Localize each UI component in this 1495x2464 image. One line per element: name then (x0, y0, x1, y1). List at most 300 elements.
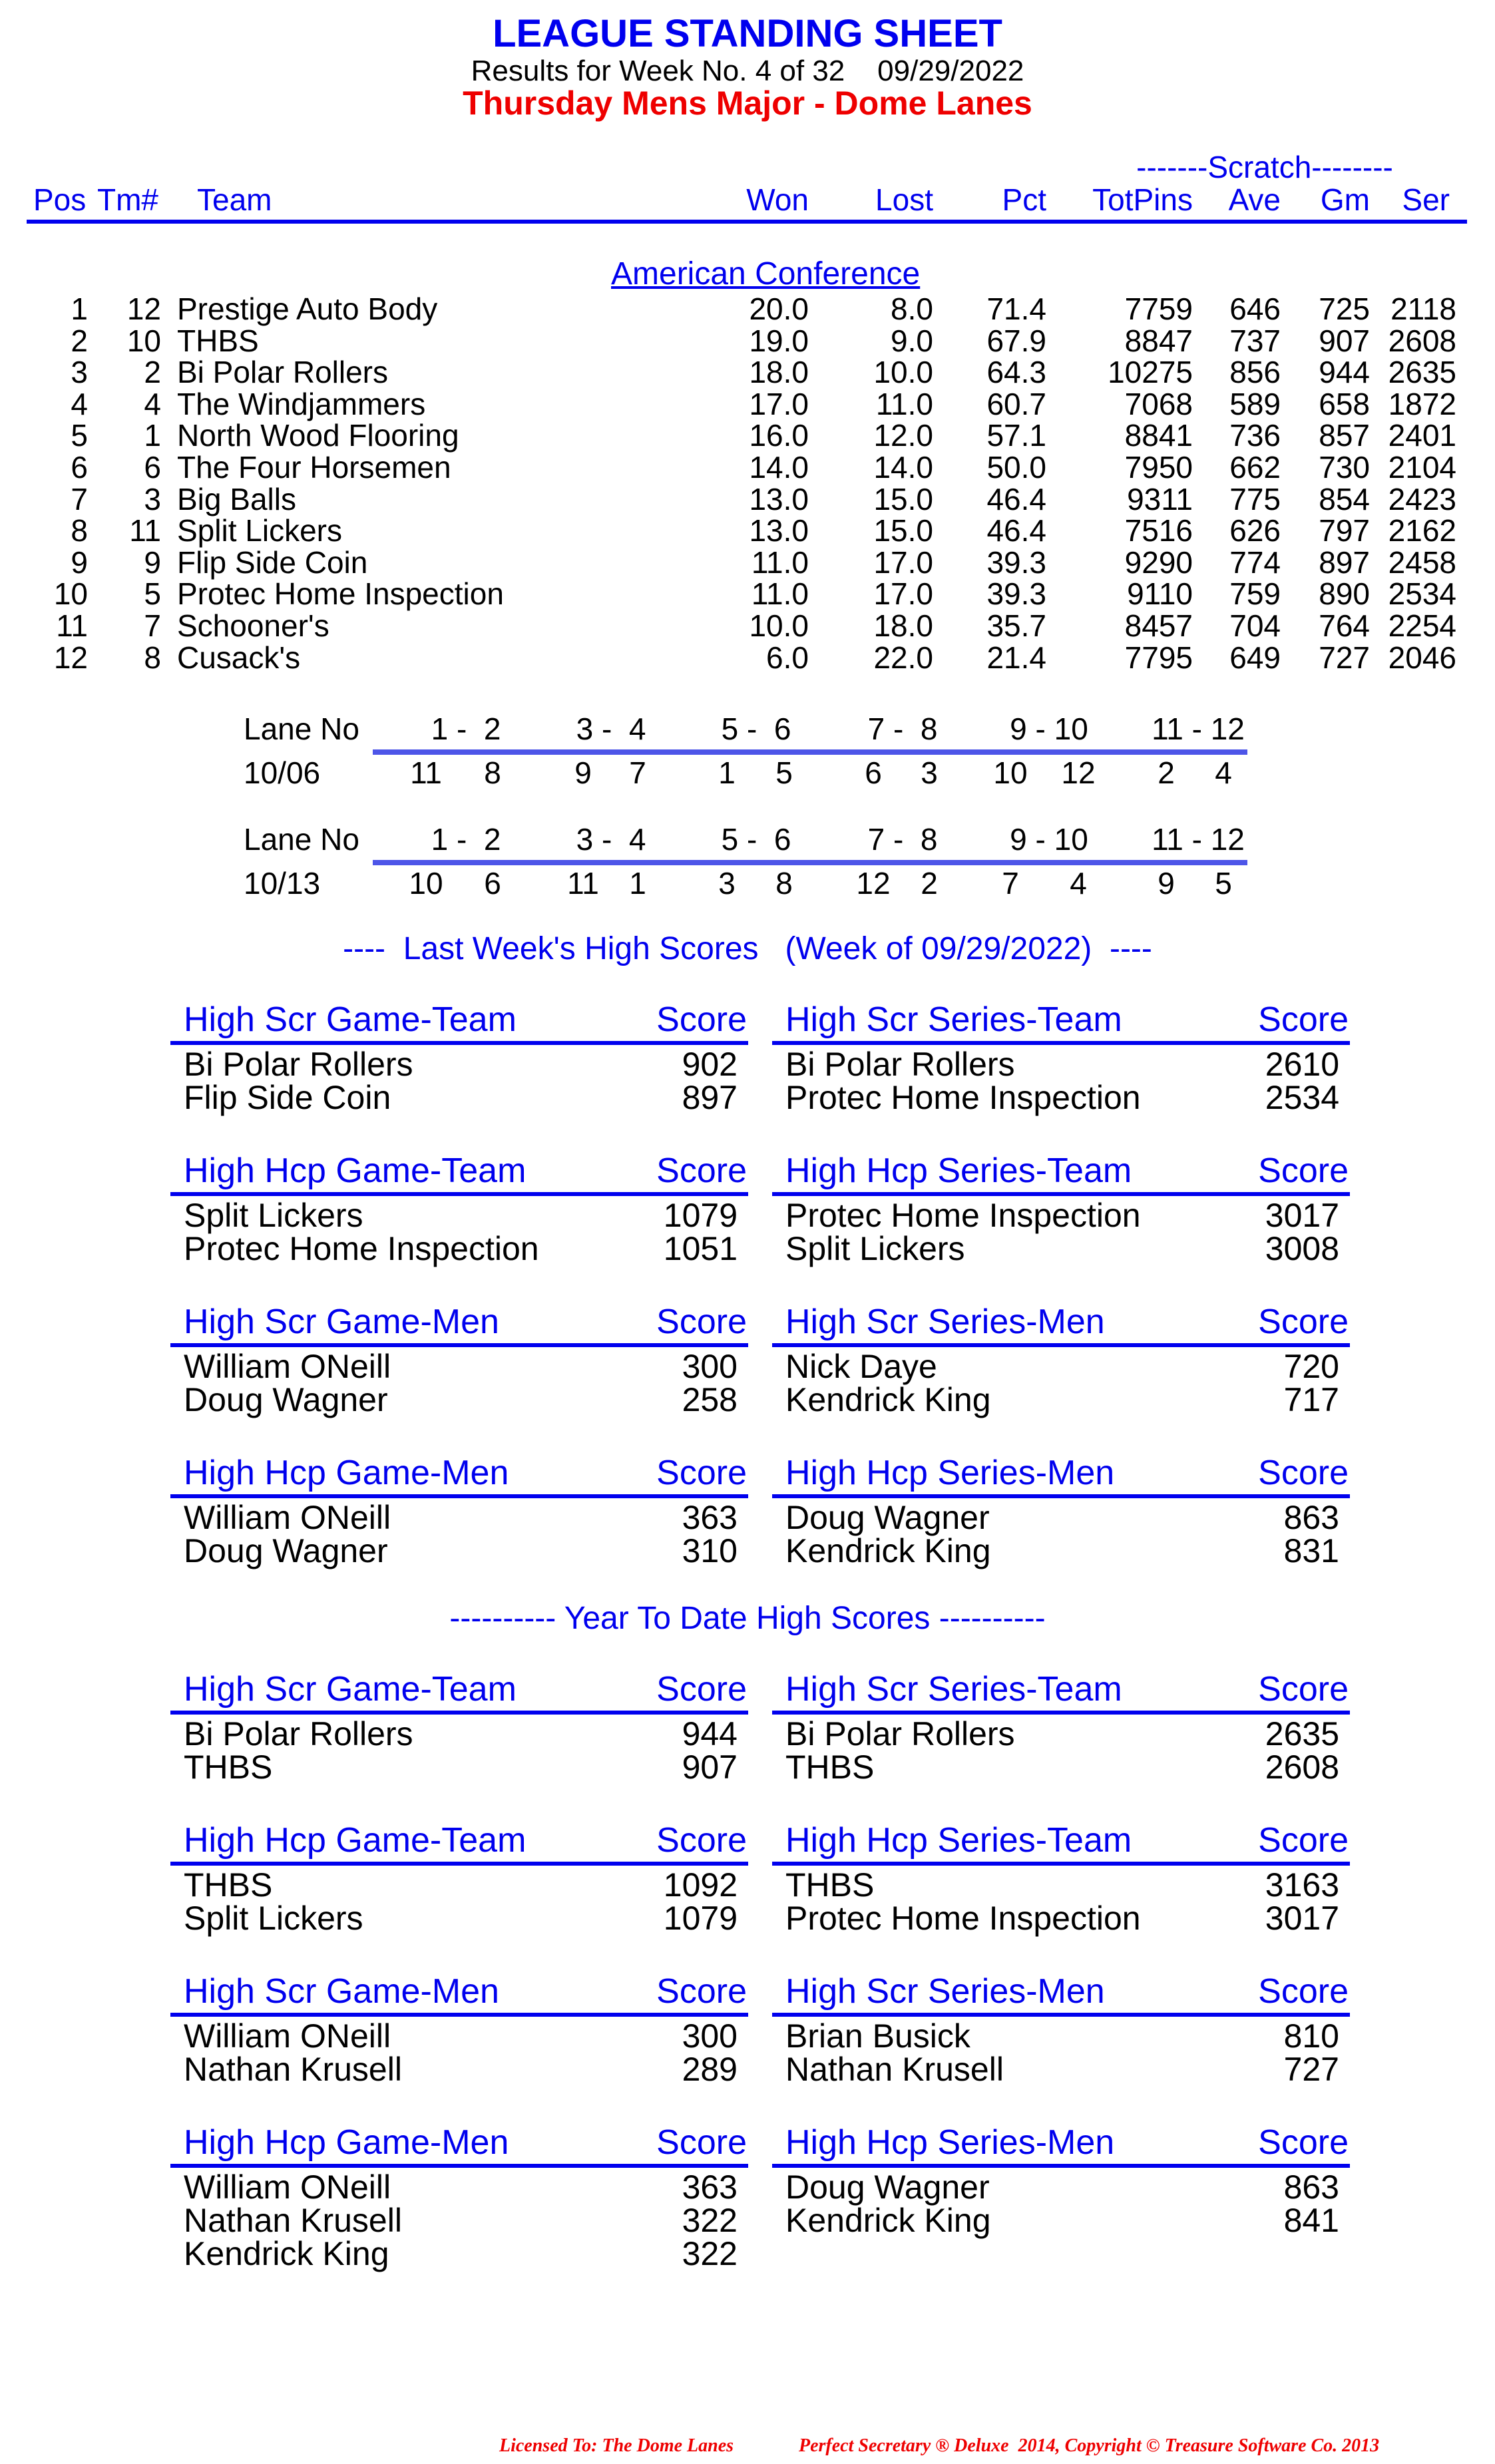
cell-pct: 50.0 (986, 450, 1046, 485)
lane-team-number: 5 (1215, 866, 1232, 901)
list-item (772, 1383, 1350, 1416)
lane-block (0, 822, 1495, 901)
score-value: 863 (1283, 1499, 1339, 1536)
bowler-name: Split Lickers (785, 1230, 965, 1267)
list-item (772, 1534, 1350, 1567)
cell-pct: 39.3 (986, 544, 1046, 580)
score-value: 1051 (663, 1230, 738, 1267)
score-column-label: Score (1258, 1972, 1349, 2011)
table-row (0, 325, 1495, 357)
cell-totpins: 8457 (1124, 608, 1193, 643)
cell-tm: 9 (144, 544, 161, 580)
high-score-box-header (772, 1000, 1350, 1040)
cell-pos: 2 (71, 323, 88, 358)
high-score-rule (772, 1192, 1350, 1196)
scratch-label: -------Scratch-------- (1136, 150, 1393, 184)
lane-pair: 11 - 12 (1152, 712, 1245, 746)
table-row (0, 293, 1495, 325)
last-week-heading: ---- Last Week's High Scores (Week of 09/29/2022) ---- (343, 931, 1152, 966)
cell-gm: 727 (1319, 640, 1370, 675)
high-score-category: High Hcp Series-Team (785, 1151, 1132, 1190)
high-score-box-header (170, 1669, 748, 1709)
cell-team: Prestige Auto Body (177, 292, 438, 326)
cell-gm: 857 (1319, 418, 1370, 453)
high-score-category: High Hcp Game-Team (184, 1151, 527, 1190)
list-item (170, 1350, 748, 1383)
table-row (0, 483, 1495, 515)
list-item (170, 1902, 748, 1935)
list-item (772, 1199, 1350, 1232)
score-column-label: Score (656, 1151, 747, 1190)
cell-ave: 759 (1229, 576, 1281, 612)
ytd-heading: ---------- Year To Date High Scores ---------- (449, 1601, 1046, 1636)
cell-won: 11.0 (751, 544, 809, 580)
cell-pct: 46.4 (986, 481, 1046, 516)
score-value: 3017 (1265, 1197, 1339, 1234)
cell-gm: 797 (1319, 513, 1370, 548)
score-column-label: Score (1258, 1670, 1349, 1709)
lane-team-number: 7 (1002, 866, 1019, 901)
high-score-rule (772, 1041, 1350, 1045)
lane-date: 10/13 (244, 866, 321, 901)
high-score-category: High Hcp Game-Team (184, 1821, 527, 1860)
cell-lost: 22.0 (873, 640, 933, 675)
score-value: 310 (682, 1532, 738, 1569)
cell-gm: 907 (1319, 323, 1370, 358)
score-value: 2610 (1265, 1046, 1339, 1083)
high-score-box-header (772, 1302, 1350, 1342)
high-score-rule (170, 1192, 748, 1196)
lane-date: 10/06 (244, 755, 321, 790)
col-gm: Gm (1320, 182, 1370, 217)
lane-team-number: 7 (629, 755, 646, 790)
score-value: 322 (682, 2202, 738, 2239)
score-column-label: Score (1258, 1454, 1349, 1492)
high-score-box (772, 1453, 1350, 1569)
lane-team-number: 10 (993, 755, 1028, 790)
cell-pct: 67.9 (986, 323, 1046, 358)
table-row (0, 419, 1495, 451)
score-column-label: Score (1258, 1303, 1349, 1341)
cell-tm: 8 (144, 640, 161, 675)
high-score-category: High Hcp Game-Men (184, 2123, 509, 2162)
cell-ave: 626 (1229, 513, 1281, 548)
cell-team: North Wood Flooring (177, 418, 459, 453)
high-score-box (772, 1000, 1350, 1116)
score-column-label: Score (656, 1821, 747, 1860)
cell-tm: 2 (144, 355, 161, 390)
table-row (0, 642, 1495, 674)
cell-ave: 662 (1229, 450, 1281, 485)
list-item (772, 1350, 1350, 1383)
table-row (0, 356, 1495, 388)
cell-tm: 11 (129, 513, 161, 548)
score-value: 363 (682, 2168, 738, 2206)
cell-tm: 1 (144, 418, 161, 453)
lane-team-number: 8 (775, 866, 793, 901)
cell-team: The Four Horsemen (177, 450, 451, 485)
bowler-name: THBS (785, 1866, 875, 1904)
col-won: Won (746, 182, 809, 217)
table-row (0, 578, 1495, 610)
list-item (170, 1717, 748, 1750)
lane-team-number: 6 (865, 755, 882, 790)
list-item (772, 2170, 1350, 2204)
lane-team-number: 10 (409, 866, 443, 901)
high-score-box (170, 1453, 748, 1569)
cell-won: 13.0 (749, 481, 809, 516)
high-score-box-header (170, 2123, 748, 2162)
cell-pos: 8 (71, 513, 88, 548)
cell-pos: 4 (71, 386, 88, 421)
cell-tm: 10 (126, 323, 161, 358)
high-score-box (170, 1820, 748, 1937)
cell-tm: 3 (144, 481, 161, 516)
list-item (772, 1081, 1350, 1114)
lane-pair: 11 - 12 (1152, 822, 1245, 857)
cell-totpins: 9311 (1127, 481, 1193, 516)
cell-tm: 7 (144, 608, 161, 643)
cell-team: Cusack's (177, 640, 301, 675)
lane-pair: 1 - 2 (431, 712, 501, 746)
bowler-name: Bi Polar Rollers (785, 1046, 1015, 1083)
cell-lost: 17.0 (873, 576, 933, 612)
table-row (0, 546, 1495, 578)
high-score-category: High Hcp Series-Team (785, 1821, 1132, 1860)
cell-totpins: 9110 (1127, 576, 1193, 612)
lane-team-number: 2 (921, 866, 938, 901)
footer-licensed: Licensed To: The Dome Lanes (499, 2435, 734, 2456)
bowler-name: Protec Home Inspection (785, 1079, 1141, 1116)
cell-lost: 18.0 (873, 608, 933, 643)
cell-ave: 736 (1229, 418, 1281, 453)
cell-pct: 57.1 (986, 418, 1046, 453)
high-score-box (170, 1302, 748, 1418)
cell-gm: 854 (1319, 481, 1370, 516)
cell-ser: 2401 (1388, 418, 1456, 453)
cell-won: 11.0 (751, 576, 809, 612)
cell-pct: 35.7 (986, 608, 1046, 643)
table-row (0, 514, 1495, 546)
high-score-rule (170, 2013, 748, 2017)
score-value: 3163 (1265, 1866, 1339, 1904)
high-score-category: High Scr Game-Team (184, 1000, 517, 1039)
score-value: 300 (682, 1348, 738, 1385)
lane-pair: 7 - 8 (867, 822, 938, 857)
list-item (772, 1048, 1350, 1081)
high-score-category: High Hcp Series-Men (785, 2123, 1115, 2162)
high-score-box-header (772, 1453, 1350, 1493)
lane-pair: 1 - 2 (431, 822, 501, 857)
list-item (772, 1501, 1350, 1534)
bowler-name: Bi Polar Rollers (184, 1715, 413, 1752)
score-value: 322 (682, 2235, 738, 2272)
bowler-name: Flip Side Coin (184, 1079, 391, 1116)
cell-ave: 774 (1229, 544, 1281, 580)
col-ave: Ave (1228, 182, 1281, 217)
cell-gm: 944 (1319, 355, 1370, 390)
lane-team-number: 4 (1070, 866, 1087, 901)
score-column-label: Score (656, 1670, 747, 1709)
score-value: 3017 (1265, 1900, 1339, 1937)
cell-won: 18.0 (749, 355, 809, 390)
cell-won: 13.0 (749, 513, 809, 548)
sheet-title: LEAGUE STANDING SHEET (493, 12, 1002, 55)
high-score-box-header (170, 1151, 748, 1191)
lane-team-number: 8 (484, 755, 501, 790)
lane-team-number: 1 (629, 866, 646, 901)
list-item (772, 1717, 1350, 1750)
score-value: 902 (682, 1046, 738, 1083)
cell-totpins: 7795 (1124, 640, 1193, 675)
lane-team-number: 12 (1061, 755, 1096, 790)
high-score-box-header (772, 1820, 1350, 1860)
cell-gm: 730 (1319, 450, 1370, 485)
bowler-name: Kendrick King (785, 2202, 991, 2239)
lane-team-number: 3 (921, 755, 938, 790)
score-value: 727 (1283, 2051, 1339, 2088)
cell-pct: 64.3 (986, 355, 1046, 390)
league-name: Thursday Mens Major - Dome Lanes (463, 85, 1032, 122)
score-value: 258 (682, 1381, 738, 1418)
lane-team-number: 12 (856, 866, 891, 901)
score-column-label: Score (1258, 1151, 1349, 1190)
footer-software: Perfect Secretary ® Deluxe 2014, Copyright © Treasure Software Co. 2013 (799, 2435, 1380, 2456)
bowler-name: Nathan Krusell (184, 2202, 402, 2239)
lane-pair: 5 - 6 (721, 712, 791, 746)
cell-ser: 2118 (1390, 292, 1456, 326)
high-score-category: High Hcp Series-Men (785, 1454, 1115, 1492)
bowler-name: Bi Polar Rollers (785, 1715, 1015, 1752)
high-score-box-header (772, 2123, 1350, 2162)
cell-ave: 775 (1229, 481, 1281, 516)
table-row (0, 451, 1495, 483)
high-score-box-header (772, 1151, 1350, 1191)
lane-rule (373, 749, 1247, 755)
high-score-category: High Scr Game-Men (184, 1303, 499, 1341)
high-score-box-header (170, 1302, 748, 1342)
score-value: 2608 (1265, 1748, 1339, 1786)
cell-ser: 2635 (1388, 355, 1456, 390)
list-item (772, 2053, 1350, 2086)
high-score-rule (772, 1711, 1350, 1715)
high-score-rule (772, 2164, 1350, 2168)
score-value: 3008 (1265, 1230, 1339, 1267)
lane-pair: 9 - 10 (1010, 712, 1088, 746)
high-score-box (772, 1669, 1350, 1786)
bowler-name: William ONeill (184, 2168, 391, 2206)
high-score-category: High Hcp Game-Men (184, 1454, 509, 1492)
bowler-name: THBS (184, 1748, 273, 1786)
list-item (170, 2019, 748, 2053)
high-score-rule (772, 1343, 1350, 1347)
score-value: 944 (682, 1715, 738, 1752)
standings-header-rule (27, 220, 1467, 224)
score-column-label: Score (656, 1454, 747, 1492)
list-item (170, 1081, 748, 1114)
bowler-name: Doug Wagner (785, 1499, 990, 1536)
cell-won: 16.0 (749, 418, 809, 453)
cell-ser: 2046 (1388, 640, 1456, 675)
high-score-box-header (170, 1000, 748, 1040)
list-item (170, 1048, 748, 1081)
bowler-name: Protec Home Inspection (785, 1197, 1141, 1234)
cell-pct: 21.4 (986, 640, 1046, 675)
lane-team-number: 2 (1158, 755, 1175, 790)
cell-ave: 589 (1229, 386, 1281, 421)
score-value: 717 (1283, 1381, 1339, 1418)
cell-team: Split Lickers (177, 513, 342, 548)
results-line: Results for Week No. 4 of 32 09/29/2022 (471, 55, 1024, 87)
bowler-name: Kendrick King (184, 2235, 389, 2272)
cell-tm: 12 (126, 292, 161, 326)
cell-lost: 12.0 (873, 418, 933, 453)
bowler-name: THBS (785, 1748, 875, 1786)
cell-pos: 9 (71, 544, 88, 580)
high-score-rule (772, 2013, 1350, 2017)
bowler-name: Doug Wagner (184, 1532, 388, 1569)
cell-ave: 737 (1229, 323, 1281, 358)
cell-pct: 60.7 (986, 386, 1046, 421)
list-item (170, 2237, 748, 2270)
high-score-box (772, 1302, 1350, 1418)
cell-totpins: 8847 (1124, 323, 1193, 358)
col-tm: Tm# (97, 182, 158, 217)
lane-team-number: 5 (775, 755, 793, 790)
high-score-rule (170, 1494, 748, 1498)
list-item (772, 1902, 1350, 1935)
bowler-name: Doug Wagner (785, 2168, 990, 2206)
bowler-name: THBS (184, 1866, 273, 1904)
lane-team-number: 4 (1215, 755, 1232, 790)
high-score-box (170, 1151, 748, 1267)
lane-no-label: Lane No (244, 822, 359, 857)
cell-gm: 890 (1319, 576, 1370, 612)
col-pos: Pos (33, 182, 87, 217)
cell-ave: 704 (1229, 608, 1281, 643)
high-score-rule (772, 1862, 1350, 1866)
high-score-box (772, 1820, 1350, 1937)
lane-team-number: 9 (574, 755, 592, 790)
bowler-name: Kendrick King (785, 1381, 991, 1418)
cell-ser: 2534 (1388, 576, 1456, 612)
cell-won: 6.0 (766, 640, 809, 675)
score-value: 720 (1283, 1348, 1339, 1385)
score-column-label: Score (1258, 1821, 1349, 1860)
score-column-label: Score (1258, 1000, 1349, 1039)
cell-pos: 5 (71, 418, 88, 453)
high-score-box (170, 1669, 748, 1786)
list-item (772, 1232, 1350, 1265)
score-value: 841 (1283, 2202, 1339, 2239)
lane-rule (373, 860, 1247, 865)
cell-team: THBS (177, 323, 259, 358)
cell-lost: 9.0 (891, 323, 933, 358)
score-value: 2635 (1265, 1715, 1339, 1752)
score-value: 289 (682, 2051, 738, 2088)
high-score-box (772, 2123, 1350, 2239)
col-totpins: TotPins (1092, 182, 1193, 217)
cell-gm: 725 (1319, 292, 1370, 326)
cell-won: 10.0 (749, 608, 809, 643)
cell-gm: 764 (1319, 608, 1370, 643)
high-score-category: High Scr Game-Men (184, 1972, 499, 2011)
cell-pos: 7 (71, 481, 88, 516)
cell-lost: 14.0 (873, 450, 933, 485)
cell-team: The Windjammers (177, 386, 426, 421)
list-item (170, 1383, 748, 1416)
score-value: 907 (682, 1748, 738, 1786)
bowler-name: Doug Wagner (184, 1381, 388, 1418)
cell-team: Big Balls (177, 481, 296, 516)
col-ser: Ser (1402, 182, 1450, 217)
bowler-name: Protec Home Inspection (184, 1230, 539, 1267)
cell-ser: 2608 (1388, 323, 1456, 358)
cell-pct: 71.4 (986, 292, 1046, 326)
list-item (170, 1501, 748, 1534)
high-score-box (170, 1000, 748, 1116)
high-score-box-header (170, 1971, 748, 2011)
bowler-name: William ONeill (184, 1348, 391, 1385)
high-score-category: High Scr Series-Team (785, 1670, 1122, 1709)
cell-pos: 3 (71, 355, 88, 390)
bowler-name: Bi Polar Rollers (184, 1046, 413, 1083)
high-score-box-header (170, 1820, 748, 1860)
cell-won: 20.0 (749, 292, 809, 326)
cell-lost: 10.0 (873, 355, 933, 390)
high-score-category: High Scr Series-Men (785, 1303, 1105, 1341)
list-item (170, 2053, 748, 2086)
score-column-label: Score (1258, 2123, 1349, 2162)
table-row (0, 610, 1495, 642)
lane-team-number: 9 (1158, 866, 1175, 901)
cell-gm: 658 (1319, 386, 1370, 421)
cell-tm: 5 (144, 576, 161, 612)
score-column-label: Score (656, 1000, 747, 1039)
col-team: Team (197, 182, 272, 217)
lane-team-number: 3 (718, 866, 736, 901)
score-value: 863 (1283, 2168, 1339, 2206)
cell-lost: 11.0 (875, 386, 933, 421)
cell-ser: 2458 (1388, 544, 1456, 580)
score-value: 363 (682, 1499, 738, 1536)
cell-totpins: 7068 (1124, 386, 1193, 421)
lane-no-label: Lane No (244, 712, 359, 746)
lane-pair: 7 - 8 (867, 712, 938, 746)
high-score-rule (170, 1862, 748, 1866)
list-item (170, 2204, 748, 2237)
cell-ave: 649 (1229, 640, 1281, 675)
bowler-name: William ONeill (184, 2017, 391, 2055)
lane-pair: 3 - 4 (576, 822, 646, 857)
cell-totpins: 7759 (1124, 292, 1193, 326)
col-pct: Pct (1002, 182, 1046, 217)
cell-team: Flip Side Coin (177, 544, 368, 580)
list-item (772, 1750, 1350, 1784)
high-score-box-header (772, 1669, 1350, 1709)
score-value: 810 (1283, 2017, 1339, 2055)
cell-ave: 646 (1229, 292, 1281, 326)
cell-tm: 4 (144, 386, 161, 421)
high-score-category: High Scr Series-Team (785, 1000, 1122, 1039)
bowler-name: Brian Busick (785, 2017, 970, 2055)
cell-ave: 856 (1229, 355, 1281, 390)
list-item (170, 1534, 748, 1567)
cell-won: 17.0 (749, 386, 809, 421)
cell-lost: 8.0 (891, 292, 933, 326)
lane-team-number: 11 (410, 755, 442, 790)
list-item (170, 1868, 748, 1902)
